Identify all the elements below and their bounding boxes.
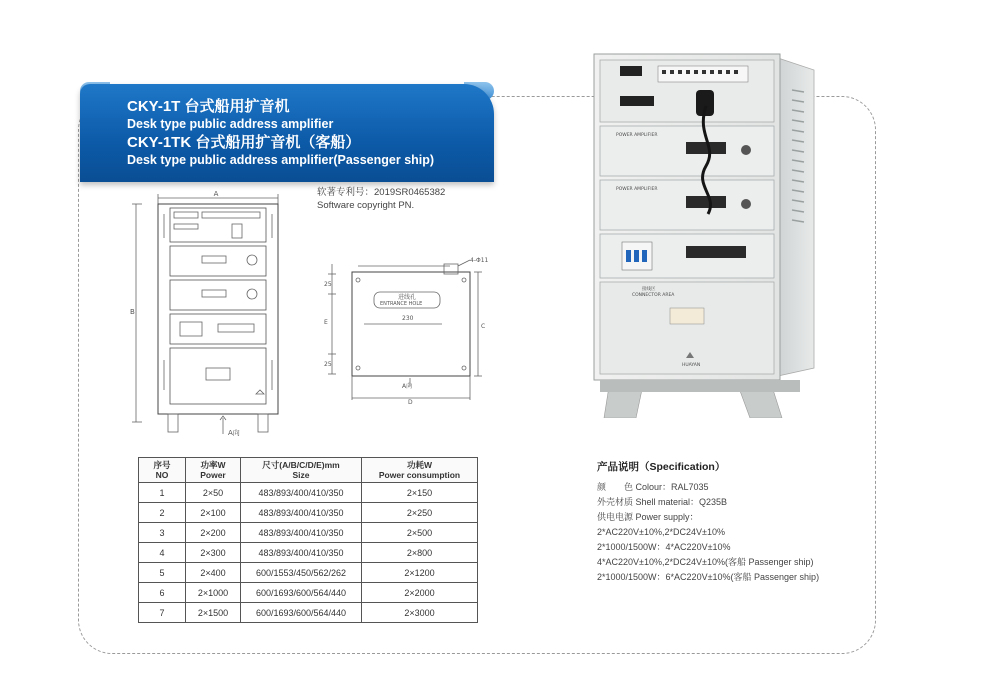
col-no: 序号 NO [139,458,186,483]
connector-en: CONNECTOR AREA [632,293,675,298]
table-row: 3 2×200 483/893/400/410/350 2×500 [139,523,478,543]
copyright-en: Software copyright PN. [317,200,415,211]
entrance-en: ENTRANCE HOLE [380,301,423,307]
top-view-drawing [318,254,498,404]
dim-230-label: 230 [402,315,414,322]
banner-text [127,97,434,169]
spec-line: 2*1000/1500W：6*AC220V±10%(客船 Passenger ship) [597,572,820,582]
copyright-cn: 软著专利号：2019SR0465382 [317,187,446,198]
spec-line: 供电电源 Power supply： [597,512,699,522]
title-cky1tk: CKY-1TK 台式船用扩音机（客船） [127,134,361,151]
dim-d-label: D [408,399,413,404]
front-view-drawing [128,190,288,440]
front-arrow-label: A向 [228,429,240,437]
table-row: 6 2×1000 600/1693/600/564/440 2×2000 [139,583,478,603]
subtitle-cky1tk: Desk type public address amplifier(Passenger ship) [127,153,435,167]
spec-line: 2*1000/1500W：4*AC220V±10% [597,542,731,552]
copyright-note [317,186,445,212]
title-cky1t: CKY-1T 台式船用扩音机 [127,98,290,115]
dim-b-label: B [130,308,135,316]
dim-25-bottom: 25 [324,361,332,368]
brand-label: HUAYAN [682,363,701,368]
table-row: 2 2×100 483/893/400/410/350 2×250 [139,503,478,523]
specification-block [597,460,819,585]
spec-table [138,457,478,623]
table-row: 7 2×1500 600/1693/600/564/440 2×3000 [139,603,478,623]
col-size: 尺寸(A/B/C/D/E)mm Size [241,458,362,483]
panel-label-2: POWER AMPLIFIER [616,187,658,192]
subtitle-cky1t: Desk type public address amplifier [127,117,334,131]
table-row: 1 2×50 483/893/400/410/350 2×150 [139,483,478,503]
dim-a-label: A [213,190,219,198]
spec-line: 外壳材质 Shell material：Q235B [597,497,728,507]
hole-label: 4-Φ11 [470,257,489,264]
connector-cn: 接线区 [642,287,656,292]
spec-line: 4*AC220V±10%,2*DC24V±10%(客船 Passenger ship) [597,557,814,567]
col-consumption: 功耗W Power consumption [362,458,478,483]
dim-c-label: C [481,323,486,330]
spec-line: 颜 色 Colour：RAL7035 [597,482,709,492]
entrance-cn: 进线孔 [398,294,417,301]
specification-title: 产品说明（Specification） [597,461,726,473]
table-header-row [139,458,478,483]
col-power: 功率W Power [186,458,241,483]
top-arrow-label: A向 [402,383,413,390]
table-row: 5 2×400 600/1553/450/562/262 2×1200 [139,563,478,583]
dim-e-label: E [324,319,328,326]
table-row: 4 2×300 483/893/400/410/350 2×800 [139,543,478,563]
cabinet-photo [586,46,832,418]
spec-line: 2*AC220V±10%,2*DC24V±10% [597,527,725,537]
panel-label-1: POWER AMPLIFIER [616,133,658,138]
dim-25-top: 25 [324,281,332,288]
